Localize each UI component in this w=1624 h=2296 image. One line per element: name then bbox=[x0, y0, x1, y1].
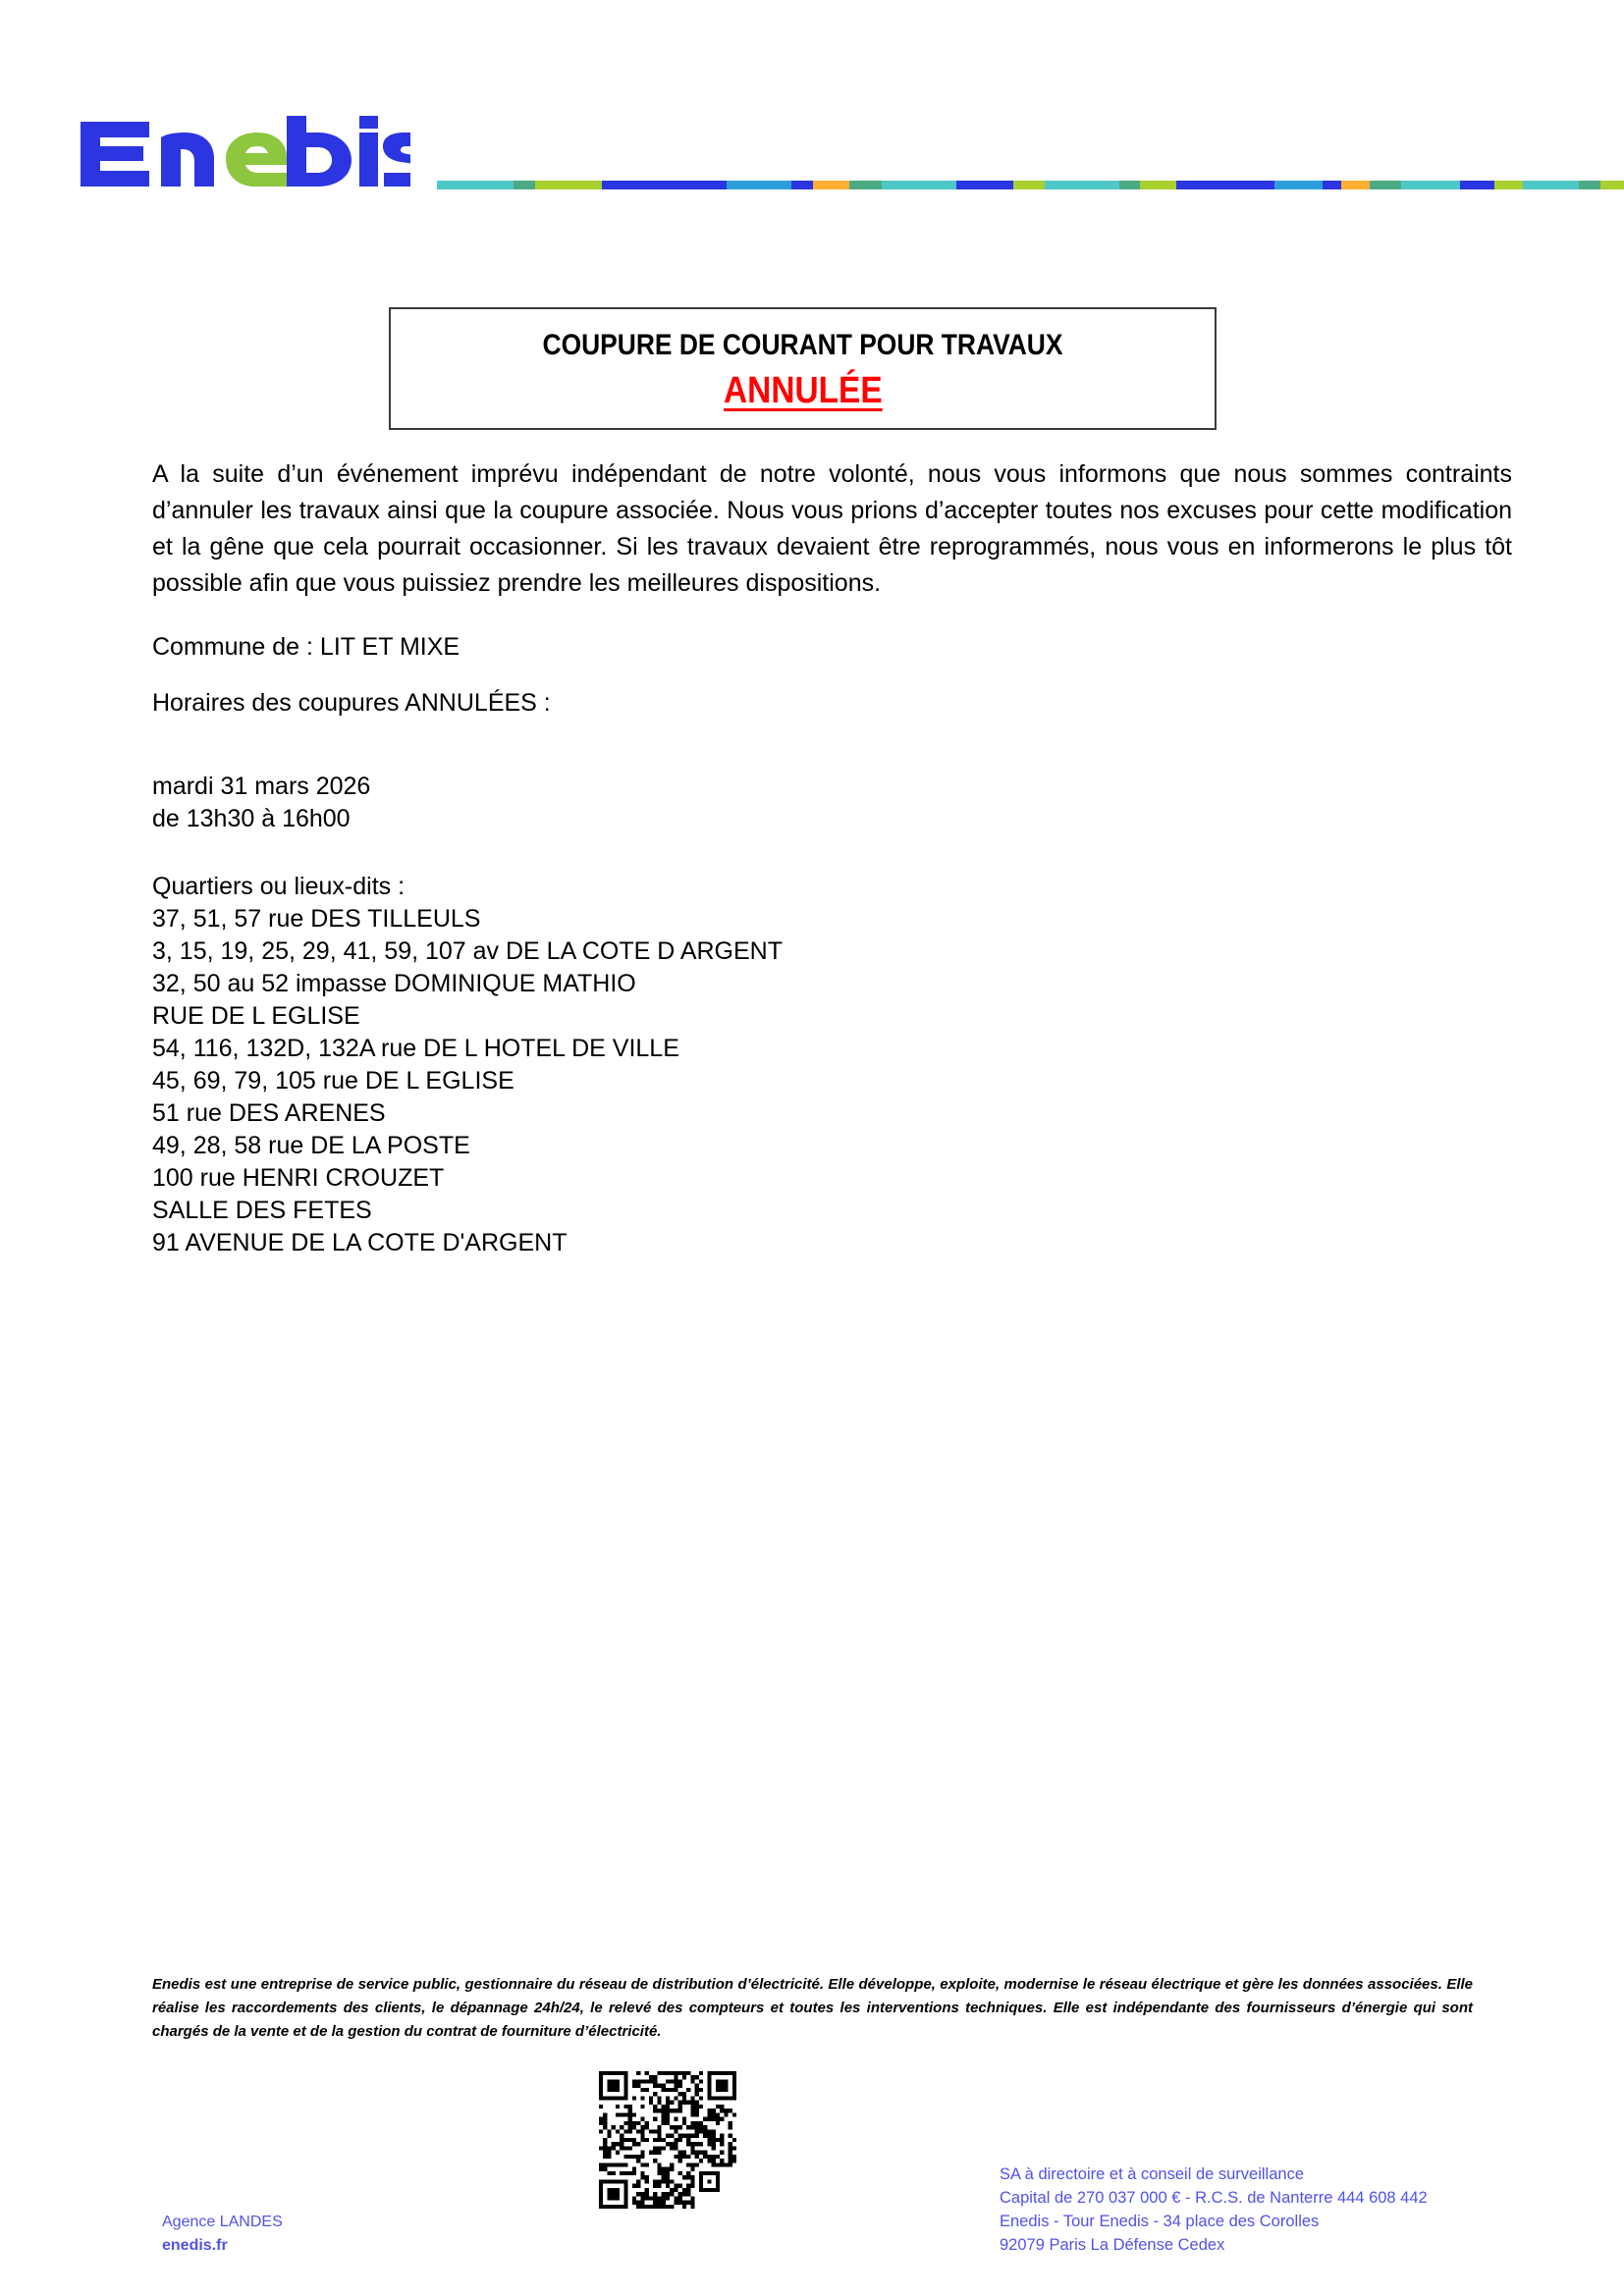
brand-bar-segment bbox=[1401, 181, 1461, 189]
list-item: 100 rue HENRI CROUZET bbox=[152, 1164, 445, 1192]
brand-bar-segment bbox=[514, 181, 534, 189]
company-line: Enedis - Tour Enedis - 34 place des Corolles bbox=[1000, 2213, 1320, 2230]
commune-line: Commune de : LIT ET MIXE bbox=[152, 633, 460, 661]
brand-bar-segment bbox=[1274, 181, 1323, 189]
brand-bar-segment bbox=[1600, 181, 1624, 189]
brand-bar-segment bbox=[1523, 181, 1579, 189]
list-item: 32, 50 au 52 impasse DOMINIQUE MATHIO bbox=[152, 970, 636, 997]
brand-bar-segment bbox=[791, 181, 812, 189]
list-item: SALLE DES FETES bbox=[152, 1197, 372, 1224]
status-badge: ANNULÉE bbox=[723, 370, 883, 411]
brand-bar-segment bbox=[1176, 181, 1274, 189]
list-item: 49, 28, 58 rue DE LA POSTE bbox=[152, 1132, 470, 1159]
legal-disclaimer: Enedis est une entreprise de service public, gestionnaire du réseau de distribution d’électricité. Elle développe, exploite, modernise le réseau électrique et gère les données associées. Elle réalise les raccordements des clients, le dépannage 24h/24, le relevé des compteurs et toutes les interventions techniques. Elle est indépendante des fournisseurs d’énergie qui sont chargés de la vente et de la gestion du contrat de fourniture d’électricité. bbox=[152, 1976, 1473, 2040]
brand-bar-segment bbox=[882, 181, 956, 189]
list-item: 54, 116, 132D, 132A rue DE L HOTEL DE VILLE bbox=[152, 1035, 679, 1062]
list-item: 3, 15, 19, 25, 29, 41, 59, 107 av DE LA COTE D ARGENT bbox=[152, 937, 784, 965]
list-item: 37, 51, 57 rue DES TILLEULS bbox=[152, 905, 481, 933]
list-item: 91 AVENUE DE LA COTE D'ARGENT bbox=[152, 1229, 568, 1256]
outage-date: mardi 31 mars 2026 bbox=[152, 773, 371, 800]
notice-status-wrap bbox=[391, 370, 1215, 412]
company-line: 92079 Paris La Défense Cedex bbox=[1000, 2236, 1225, 2254]
list-item: 45, 69, 79, 105 rue DE L EGLISE bbox=[152, 1067, 514, 1095]
intro-paragraph: A la suite d’un événement imprévu indépendant de notre volonté, nous vous informons que nous sommes contraints d’annuler les travaux ainsi que la coupure associée. Nous vous prions d’accepter toutes nos excuses pour cette modification et la gêne que cela pourrait occasionner. Si les travaux devaient être reprogrammés, nous vous en informerons le plus tôt possible afin que vous puissiez prendre les meilleures dispositions. bbox=[152, 460, 1512, 597]
brand-bar-segment bbox=[1140, 181, 1176, 189]
website-link[interactable]: enedis.fr bbox=[162, 2237, 228, 2254]
brand-bar-segment bbox=[1460, 181, 1494, 189]
brand-bar-segment bbox=[727, 181, 791, 189]
schedule-label: Horaires des coupures ANNULÉES : bbox=[152, 689, 551, 717]
notice-body bbox=[152, 456, 1512, 1259]
locations-list bbox=[152, 903, 1512, 1259]
notice-title-box bbox=[389, 307, 1217, 430]
company-line: SA à directoire et à conseil de surveillance bbox=[1000, 2165, 1305, 2183]
brand-bar-segment bbox=[1323, 181, 1342, 189]
brand-bar-segment bbox=[535, 181, 602, 189]
enedis-logo bbox=[77, 116, 410, 192]
brand-bar-segment bbox=[437, 181, 514, 189]
locations-label: Quartiers ou lieux-dits : bbox=[152, 873, 406, 900]
brand-bar-segment bbox=[1341, 181, 1370, 189]
agency-block bbox=[162, 2211, 283, 2258]
list-item: RUE DE L EGLISE bbox=[152, 1002, 360, 1030]
brand-color-bar bbox=[437, 181, 1624, 189]
notice-title: COUPURE DE COURANT POUR TRAVAUX bbox=[542, 329, 1063, 361]
brand-bar-segment bbox=[1045, 181, 1119, 189]
brand-bar-segment bbox=[1579, 181, 1599, 189]
brand-bar-segment bbox=[849, 181, 882, 189]
outage-time: de 13h30 à 16h00 bbox=[152, 805, 351, 832]
brand-bar-segment bbox=[813, 181, 849, 189]
qr-code[interactable] bbox=[599, 2071, 736, 2209]
brand-bar-segment bbox=[1119, 181, 1140, 189]
brand-bar-segment bbox=[1494, 181, 1523, 189]
company-line: Capital de 270 037 000 € - R.C.S. de Nanterre 444 608 442 bbox=[1000, 2189, 1428, 2207]
brand-bar-segment bbox=[602, 181, 727, 189]
brand-bar-segment bbox=[956, 181, 1014, 189]
brand-bar-segment bbox=[1013, 181, 1044, 189]
brand-bar-segment bbox=[1370, 181, 1400, 189]
page-header bbox=[0, 0, 1624, 211]
agency-name: Agence LANDES bbox=[162, 2214, 283, 2230]
list-item: 51 rue DES ARENES bbox=[152, 1099, 386, 1127]
company-info bbox=[1000, 2163, 1428, 2257]
